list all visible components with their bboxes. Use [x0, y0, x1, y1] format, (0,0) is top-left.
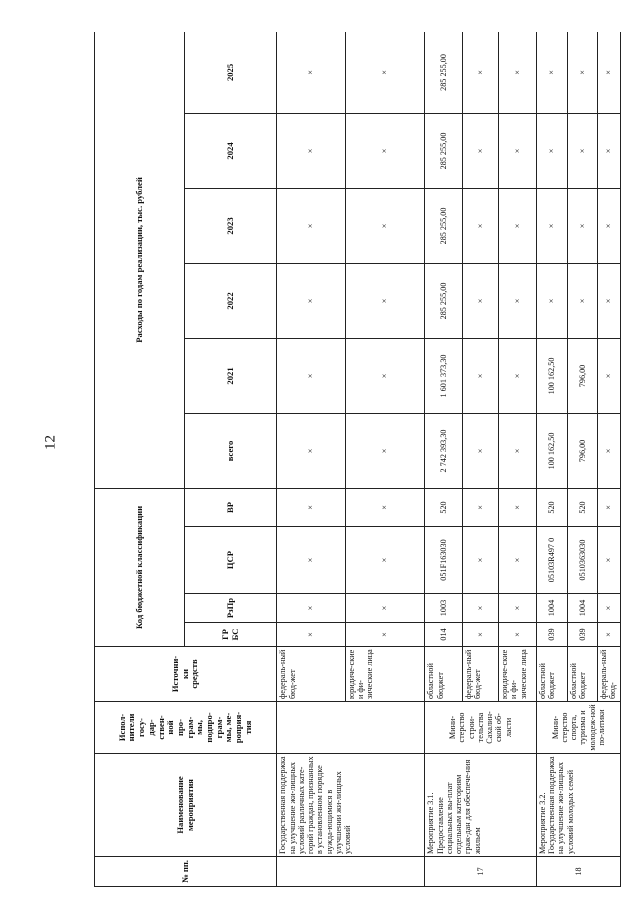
source: федераль-ный бюд-: [597, 647, 620, 702]
header-executors: Испол- нители госу- дар- ствен- ной про- грам- мы, подпро- грам- мы, ме- роприя- тия: [95, 702, 277, 754]
source: областной бюджет: [536, 647, 567, 702]
vr: ×: [277, 488, 346, 526]
val-total: 100 162,50: [536, 413, 567, 488]
vr: ×: [499, 488, 537, 526]
rzpr: 1004: [536, 594, 567, 623]
val-2025: ×: [345, 32, 424, 113]
val-2024: ×: [597, 113, 620, 188]
val-2024: ×: [567, 113, 597, 188]
vr: 520: [567, 488, 597, 526]
val-2021: ×: [499, 338, 537, 413]
header-expenses-group: Расходы по годам реализации, тыс. рублей: [95, 32, 185, 488]
header-csr: ЦСР: [185, 527, 277, 594]
executor: Мини-стерство спорта, туризма и молодеж-ной по-литики: [536, 702, 620, 754]
val-2023: 285 255,00: [425, 188, 463, 263]
val-2023: ×: [536, 188, 567, 263]
val-2025: ×: [567, 32, 597, 113]
source: федераль-ный бюд-жет: [277, 647, 346, 702]
csr: ×: [462, 527, 498, 594]
val-2024: ×: [345, 113, 424, 188]
grbs: ×: [277, 623, 346, 647]
header-name: Наименование мероприятия: [95, 754, 277, 857]
vr: 520: [425, 488, 463, 526]
val-2024: ×: [536, 113, 567, 188]
grbs: ×: [597, 623, 620, 647]
val-2022: ×: [536, 263, 567, 338]
val-2023: ×: [277, 188, 346, 263]
val-total: 796,00: [567, 413, 597, 488]
val-2023: ×: [567, 188, 597, 263]
val-2023: ×: [345, 188, 424, 263]
val-2023: ×: [499, 188, 537, 263]
rzpr: ×: [277, 594, 346, 623]
val-2022: ×: [462, 263, 498, 338]
val-2022: ×: [277, 263, 346, 338]
vr: ×: [462, 488, 498, 526]
grbs: 039: [536, 623, 567, 647]
csr: ×: [597, 527, 620, 594]
val-2021: ×: [597, 338, 620, 413]
header-source: Источни- ки средств: [95, 647, 277, 702]
grbs: ×: [345, 623, 424, 647]
measure-name: Мероприятие 3.2. Государственная поддержка на улучшение жи-лищных условий молодых семей: [536, 754, 620, 857]
val-2021: 796,00: [567, 338, 597, 413]
header-2023: 2023: [185, 188, 277, 263]
val-2024: 285 255,00: [425, 113, 463, 188]
grbs: ×: [462, 623, 498, 647]
header-row-1: [95, 32, 185, 887]
csr: 051F163030: [425, 527, 463, 594]
val-2021: ×: [277, 338, 346, 413]
header-2021: 2021: [185, 338, 277, 413]
val-total: ×: [277, 413, 346, 488]
val-2021: 100 162,50: [536, 338, 567, 413]
val-2023: ×: [462, 188, 498, 263]
val-total: ×: [462, 413, 498, 488]
header-2024: 2024: [185, 113, 277, 188]
val-2025: 285 255,00: [425, 32, 463, 113]
grbs: 014: [425, 623, 463, 647]
header-no: № пп.: [95, 857, 277, 887]
header-kbk-group: Код бюджетной классификации: [95, 488, 185, 646]
rzpr: ×: [462, 594, 498, 623]
val-2025: ×: [277, 32, 346, 113]
csr: ×: [277, 527, 346, 594]
executor: Мини-стерство строи-тельства Сахалин-ской об-ласти: [425, 702, 536, 754]
val-2022: ×: [597, 263, 620, 338]
row-no: 18: [536, 857, 620, 887]
vr: ×: [597, 488, 620, 526]
source: областной бюджет: [425, 647, 463, 702]
table-frame: [94, 32, 621, 887]
program-expenses-table: [94, 32, 621, 887]
val-total: ×: [597, 413, 620, 488]
rzpr: ×: [499, 594, 537, 623]
table-row: [425, 32, 463, 887]
val-2021: ×: [345, 338, 424, 413]
row-no: 17: [425, 857, 536, 887]
header-grbs: ГР БС: [185, 623, 277, 647]
source: юридиче-ские и фи-зические лица: [499, 647, 537, 702]
executor: [277, 702, 425, 754]
val-2022: ×: [567, 263, 597, 338]
csr: ×: [345, 527, 424, 594]
measure-name: Мероприятие 3.1. Предоставление социальных вы-плат отдельным категориям граж-дан для обеспече-ния жильем: [425, 754, 536, 857]
val-2024: ×: [462, 113, 498, 188]
val-2021: 1 601 373,30: [425, 338, 463, 413]
val-2024: ×: [277, 113, 346, 188]
vr: ×: [345, 488, 424, 526]
val-total: 2 742 393,30: [425, 413, 463, 488]
val-2022: 285 255,00: [425, 263, 463, 338]
val-total: ×: [499, 413, 537, 488]
val-2025: ×: [597, 32, 620, 113]
rzpr: 1004: [567, 594, 597, 623]
table-row: [536, 32, 567, 887]
val-2022: ×: [345, 263, 424, 338]
rzpr: 1003: [425, 594, 463, 623]
val-total: ×: [345, 413, 424, 488]
row-no: [277, 857, 425, 887]
csr: 05103R497 0: [536, 527, 567, 594]
table-row: [277, 32, 346, 887]
header-total: всего: [185, 413, 277, 488]
header-rzpr: РзПр: [185, 594, 277, 623]
grbs: 039: [567, 623, 597, 647]
grbs: ×: [499, 623, 537, 647]
vr: 520: [536, 488, 567, 526]
val-2025: ×: [536, 32, 567, 113]
val-2021: ×: [462, 338, 498, 413]
rzpr: ×: [345, 594, 424, 623]
rotated-table: [94, 32, 621, 887]
rzpr: ×: [597, 594, 620, 623]
source: юридиче-ские и фи-зические лица: [345, 647, 424, 702]
header-2025: 2025: [185, 32, 277, 113]
header-2022: 2022: [185, 263, 277, 338]
val-2022: ×: [499, 263, 537, 338]
val-2025: ×: [462, 32, 498, 113]
val-2025: ×: [499, 32, 537, 113]
csr: 0510363030: [567, 527, 597, 594]
val-2024: ×: [499, 113, 537, 188]
csr: ×: [499, 527, 537, 594]
val-2023: ×: [597, 188, 620, 263]
source: федераль-ный бюд-жет: [462, 647, 498, 702]
measure-name: Государственная поддержка на улучшение жи-лищных условий различных кате-горий граждан, признанных в установленном порядке нужда-ющимися в улучшении жи-лищных условий: [277, 754, 425, 857]
header-vr: ВР: [185, 488, 277, 526]
source: областной бюджет: [567, 647, 597, 702]
page-number: 12: [42, 435, 59, 450]
